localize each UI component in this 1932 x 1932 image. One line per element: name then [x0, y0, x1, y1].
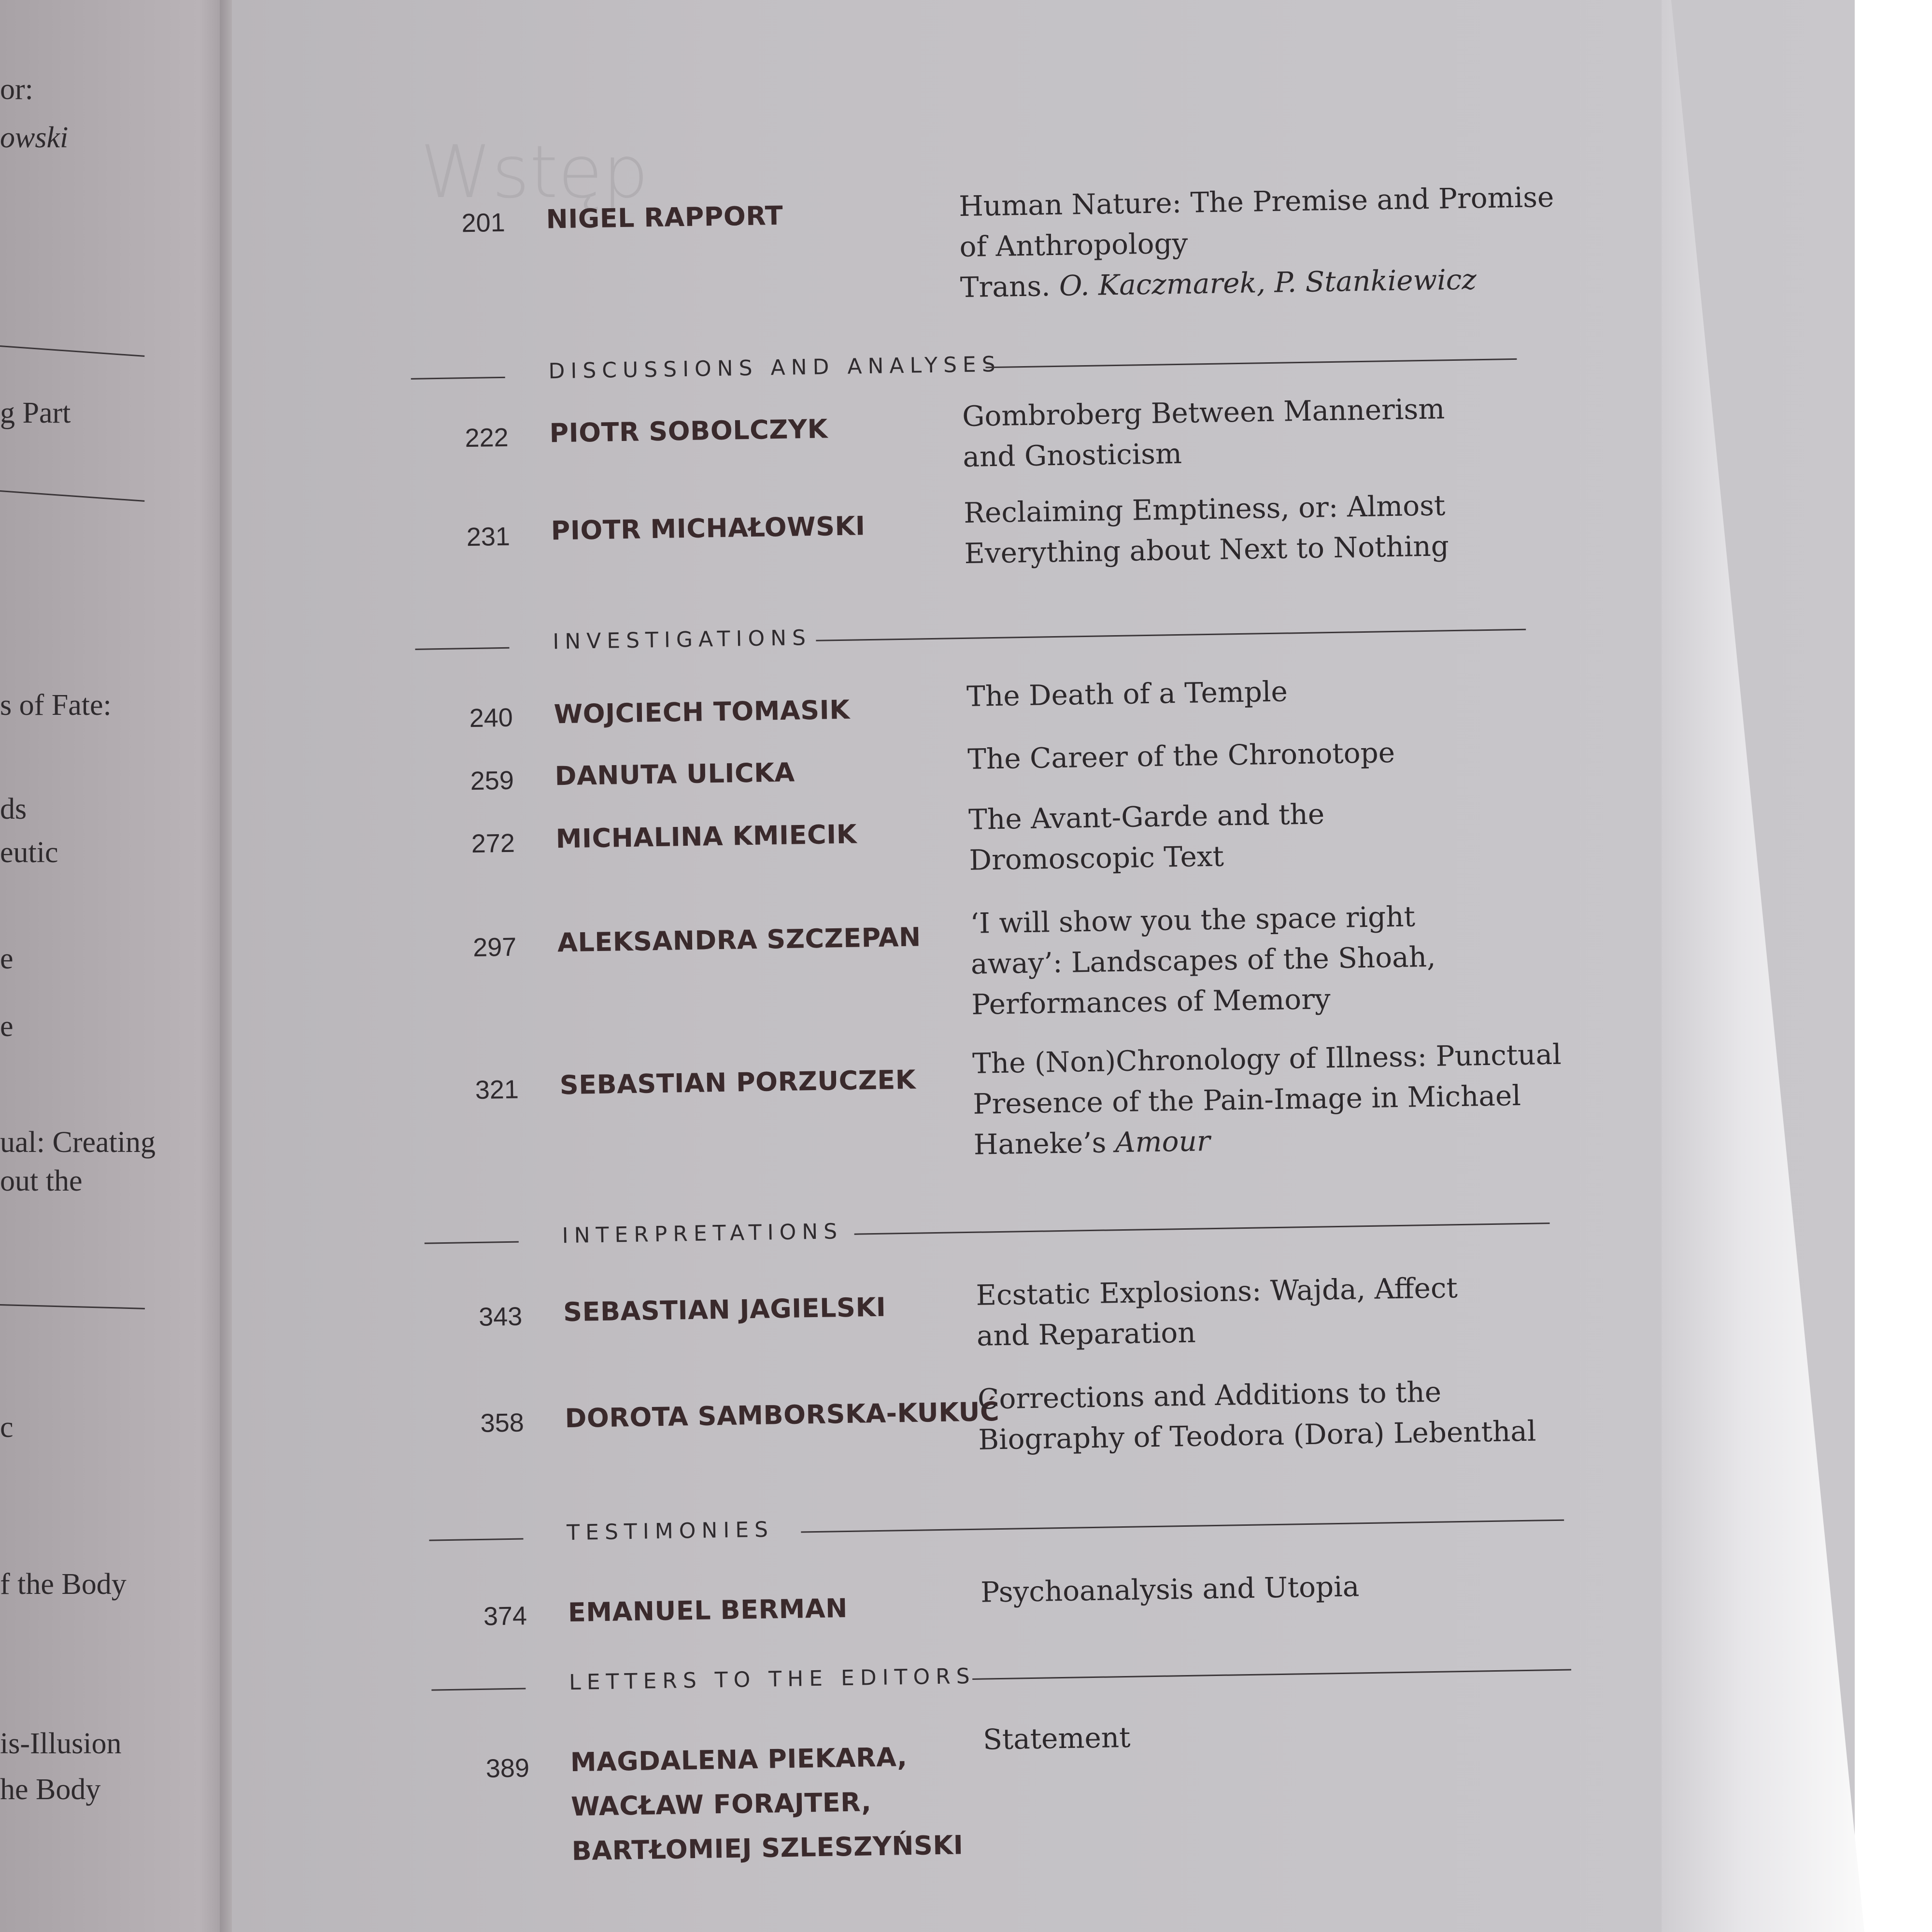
article-title: Gombroberg Between Mannerism and Gnosticism	[962, 392, 1445, 473]
left-page-fragment: ual: Creating	[0, 1126, 156, 1159]
author-name: DOROTA SAMBORSKA-KUKUĆ	[565, 1396, 1000, 1434]
page-number: 358	[480, 1408, 525, 1438]
author-name: SEBASTIAN PORZUCZEK	[559, 1064, 916, 1101]
translators: O. Kaczmarek, P. Stankiewicz	[1059, 263, 1477, 302]
page-number: 222	[465, 423, 509, 453]
section-rule-left	[415, 647, 510, 650]
article-title: Ecstatic Explosions: Wajda, Affect and Reparation	[976, 1271, 1458, 1352]
show-through-title: Wstęp	[420, 130, 649, 214]
section-heading: INTERPRETATIONS	[562, 1219, 843, 1249]
section-rule-right	[972, 1669, 1571, 1679]
author-name: PIOTR MICHAŁOWSKI	[551, 511, 866, 546]
left-page-fragment: c	[0, 1411, 14, 1444]
page-number: 389	[485, 1753, 530, 1783]
left-page-fragment: f the Body	[0, 1568, 127, 1601]
section-heading: INVESTIGATIONS	[552, 625, 812, 654]
left-page-fragment: e	[0, 942, 14, 975]
left-page-fragment: he Body	[0, 1773, 101, 1806]
section-heading: LETTERS TO THE EDITORS	[568, 1663, 976, 1695]
page-number: 240	[469, 703, 513, 733]
page-number: 201	[461, 208, 506, 238]
article-title: Reclaiming Emptiness, or: Almost Everything about Next to Nothing	[963, 489, 1449, 570]
author-name: PIOTR SOBOLCZYK	[549, 413, 828, 449]
page-number: 343	[478, 1302, 523, 1332]
left-page-fragment: out the	[0, 1165, 83, 1197]
author-name: MAGDALENA PIEKARA,	[570, 1742, 908, 1778]
section-rule-right	[854, 1222, 1550, 1235]
page-number: 259	[470, 766, 514, 796]
author-name: SEBASTIAN JAGIELSKI	[563, 1292, 886, 1328]
author-name: ALEKSANDRA SZCZEPAN	[557, 922, 922, 958]
left-page-fragment: is-Illusion	[0, 1727, 122, 1760]
page-number: 321	[475, 1075, 519, 1105]
section-heading: TESTIMONIES	[566, 1517, 774, 1546]
article-title: ‘I will show you the space right away’: Landscapes of the Shoah, Performances of Memory	[970, 900, 1436, 1021]
left-page-fragment: or:	[0, 73, 33, 106]
section-rule-right	[801, 1520, 1564, 1533]
author-names	[570, 1734, 964, 1874]
article-title: The Death of a Temple	[966, 675, 1288, 713]
author-name: WACŁAW FORAJTER,	[570, 1787, 872, 1822]
left-page-fragment: eutic	[0, 836, 58, 869]
section-rule-left	[411, 377, 505, 380]
article-title: Psychoanalysis and Utopia	[980, 1570, 1360, 1609]
page-number: 297	[472, 932, 517, 963]
page-number: 231	[466, 522, 511, 552]
article-title: The Avant-Garde and the Dromoscopic Text	[968, 797, 1325, 877]
author-name: BARTŁOMIEJ SZLESZYŃSKI	[571, 1830, 964, 1867]
author-name: MICHALINA KMIECIK	[555, 819, 857, 854]
author-name: DANUTA ULICKA	[554, 757, 796, 792]
section-heading: DISCUSSIONS AND ANALYSES	[548, 352, 1002, 384]
left-page-fragment: g Part	[0, 397, 71, 429]
left-page-fragment: ds	[0, 793, 27, 825]
article-title: Corrections and Additions to the Biography of Teodora (Dora) Lebenthal	[977, 1375, 1536, 1456]
article-title: The Career of the Chronotope	[967, 736, 1395, 776]
left-page-fragment: e	[0, 1010, 14, 1043]
article-title: The (Non)Chronology of Illness: Punctual Presence of the Pain-Image in Michael Haneke’s Amour	[972, 1037, 1562, 1161]
article-title: Human Nature: The Premise and Promise of Anthropology Trans. O. Kaczmarek, P. Stankiewicz	[958, 180, 1554, 304]
section-rule-left	[431, 1688, 526, 1691]
film-title: Amour	[1115, 1124, 1211, 1159]
author-name: NIGEL RAPPORT	[546, 200, 783, 235]
left-page-fragment: s of Fate:	[0, 689, 112, 722]
author-name: WOJCIECH TOMASIK	[554, 694, 851, 730]
page-number: 272	[471, 828, 515, 859]
section-rule-right	[816, 629, 1526, 641]
section-rule-left	[429, 1538, 524, 1541]
article-title: Statement	[982, 1720, 1131, 1756]
page-number: 374	[483, 1601, 527, 1631]
section-rule-left	[425, 1241, 519, 1244]
author-name: EMANUEL BERMAN	[568, 1593, 848, 1628]
section-rule-right	[986, 358, 1517, 368]
left-page-fragment: owski	[0, 121, 69, 154]
